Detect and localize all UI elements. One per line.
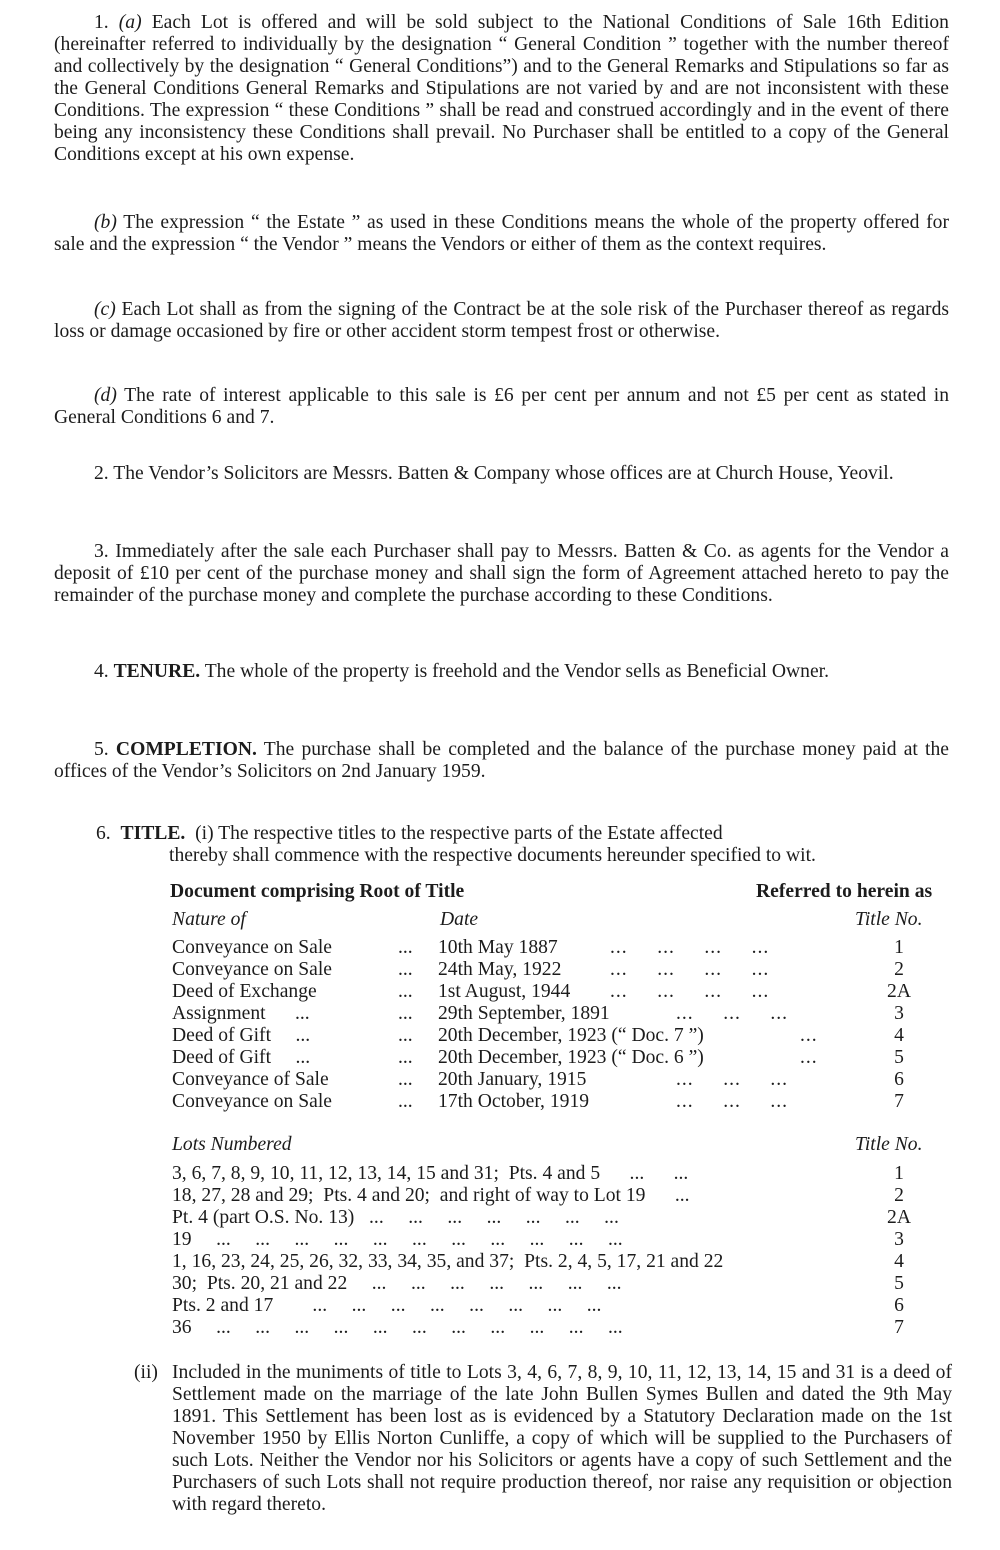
doc-nature: Conveyance on Sale — [172, 937, 332, 958]
doc-title-no: 1 — [894, 937, 904, 958]
document-row — [0, 1025, 1000, 1047]
doc-nature: Deed of Gift ... — [172, 1025, 311, 1046]
doc-date: 20th December, 1923 (“ Doc. 6 ”) — [438, 1047, 704, 1068]
clause-1d — [54, 385, 949, 429]
doc-leader-dots: ... ... ... ... — [610, 959, 770, 980]
lots-numbers: 3, 6, 7, 8, 9, 10, 11, 12, 13, 14, 15 and 31; Pts. 4 and 5 ... ... — [172, 1163, 689, 1184]
document-row — [0, 981, 1000, 1003]
doc-nature: Deed of Exchange — [172, 981, 317, 1002]
doc-date: 20th January, 1915 — [438, 1069, 587, 1090]
document-row — [0, 1091, 1000, 1113]
clause-1b-text: The expression “ the Estate ” as used in these Conditions means the whole of the property offered for sale and the expression “ the Vendor ” means the Vendors or either of them as the context requires. — [54, 212, 949, 255]
clause-2 — [54, 463, 949, 485]
doc-nature: Conveyance on Sale — [172, 1091, 332, 1112]
clause-3-text: Immediately after the sale each Purchaser shall pay to Messrs. Batten & Co. as agents for the Vendor a deposit of £10 per cent of the purchase money and shall sign the form of Agreement attached hereto to pay the remainder of the purchase money and complete the purchase according to these Conditions. — [54, 541, 949, 606]
document-root-header: Document comprising Root of Title — [170, 881, 465, 902]
doc-sep: ... — [398, 959, 413, 980]
lots-numbers: Pts. 2 and 17 ... ... ... ... ... ... ... ... — [172, 1295, 602, 1316]
lots-title-no: 6 — [894, 1295, 904, 1316]
clause-6-intro-first: (i) The respective titles to the respective parts of the Estate affected — [195, 823, 723, 844]
clause-1a — [54, 12, 949, 166]
lots-numbers: 18, 27, 28 and 29; Pts. 4 and 20; and right of way to Lot 19 ... — [172, 1185, 690, 1206]
lots-title-no: 4 — [894, 1251, 904, 1272]
doc-date: 17th October, 1919 — [438, 1091, 590, 1112]
document-row — [0, 1003, 1000, 1025]
lots-numbers: Pt. 4 (part O.S. No. 13) ... ... ... ... ... ... ... — [172, 1207, 619, 1228]
clause-5-heading: COMPLETION. — [115, 739, 257, 760]
doc-leader-dots: ... ... ... — [676, 1003, 789, 1024]
clause-4-text: The whole of the property is freehold and the Vendor sells as Beneficial Owner. — [204, 661, 829, 682]
clause-6-ii-text: Included in the muniments of title to Lots 3, 4, 6, 7, 8, 9, 10, 11, 12, 13, 14, 15 and 31 is a deed of Settlement made on the marriage of the late John Bullen Symes Bullen and dated the 9th May 1891. This Settlement has been lost as is evidenced by a Statutory Declaration made on the 1st November 1950 by Ellis Norton Cunliffe, a copy of which will be supplied to the Purchasers of such Lots. Neither the Vendor nor his Solicitors or agents have a copy of such Settlement and the Purchasers of such Lots shall not require production thereof, nor raise any requisition or objection with regard thereto. — [172, 1362, 952, 1515]
doc-title-no: 4 — [894, 1025, 904, 1046]
doc-sep: ... — [398, 1091, 413, 1112]
doc-leader-dots: ... ... ... — [676, 1091, 789, 1112]
clause-6-number: 6. — [96, 823, 111, 844]
clause-3-number: 3. — [94, 541, 109, 562]
clause-4 — [54, 661, 949, 683]
doc-title-no: 5 — [894, 1047, 904, 1068]
lots-row — [0, 1229, 1000, 1251]
clause-5-number: 5. — [94, 739, 109, 760]
doc-title-no: 7 — [894, 1091, 904, 1112]
clause-6-heading: TITLE. — [120, 823, 186, 844]
clause-1d-label: (d) — [94, 385, 117, 406]
lots-row — [0, 1163, 1000, 1185]
lots-title-no: 1 — [894, 1163, 904, 1184]
lots-numbers: 19 ... ... ... ... ... ... ... ... ... ... ... — [172, 1229, 623, 1250]
document-row — [0, 959, 1000, 981]
clause-1a-label: (a) — [118, 12, 142, 33]
clause-4-heading: TENURE. — [113, 661, 201, 682]
lots-numbers: 1, 16, 23, 24, 25, 26, 32, 33, 34, 35, and 37; Pts. 2, 4, 5, 17, 21 and 22 — [172, 1251, 724, 1272]
document-row — [0, 1047, 1000, 1069]
lots-title-no: 2A — [887, 1207, 911, 1228]
doc-leader-dots: ... — [800, 1047, 818, 1068]
clause-6-first-line — [96, 823, 949, 845]
doc-nature: Assignment ... — [172, 1003, 310, 1024]
doc-sep: ... — [398, 981, 413, 1002]
doc-date: 10th May 1887 — [438, 937, 558, 958]
lots-title-no: 7 — [894, 1317, 904, 1338]
doc-title-no: 2A — [887, 981, 911, 1002]
col-lots-header: Lots Numbered — [172, 1134, 292, 1155]
lots-row — [0, 1251, 1000, 1273]
lots-row — [0, 1295, 1000, 1317]
doc-title-no: 6 — [894, 1069, 904, 1090]
clause-5-text: The purchase shall be completed and the balance of the purchase money paid at the offices of the Vendor’s Solicitors on 2nd January 1959. — [54, 739, 949, 782]
col-title-no-2-header: Title No. — [855, 1134, 923, 1155]
doc-title-no: 3 — [894, 1003, 904, 1024]
clause-5 — [54, 739, 949, 783]
clause-1b-label: (b) — [94, 212, 117, 233]
clause-1c-label: (c) — [94, 299, 116, 320]
lots-numbers: 36 ... ... ... ... ... ... ... ... ... ... ... — [172, 1317, 623, 1338]
lots-title-no: 2 — [894, 1185, 904, 1206]
clause-1d-text: The rate of interest applicable to this sale is £6 per cent per annum and not £5 per cent as stated in General Conditions 6 and 7. — [54, 385, 949, 428]
clause-1c-text: Each Lot shall as from the signing of the Contract be at the sole risk of the Purchaser thereof as regards loss or damage occasioned by fire or other accident storm tempest frost or otherwise. — [54, 299, 949, 342]
doc-sep: ... — [398, 1003, 413, 1024]
clause-1b — [54, 212, 949, 256]
doc-sep: ... — [398, 1025, 413, 1046]
doc-date: 20th December, 1923 (“ Doc. 7 ”) — [438, 1025, 704, 1046]
clause-4-number: 4. — [94, 661, 109, 682]
doc-leader-dots: ... ... ... — [676, 1069, 789, 1090]
doc-nature: Conveyance on Sale — [172, 959, 332, 980]
document-row — [0, 937, 1000, 959]
clause-2-text: The Vendor’s Solicitors are Messrs. Batten & Company whose offices are at Church House, Yeovil. — [113, 463, 894, 484]
lots-row — [0, 1317, 1000, 1339]
lots-row — [0, 1207, 1000, 1229]
clause-6-ii-label: (ii) — [134, 1362, 158, 1383]
doc-title-no: 2 — [894, 959, 904, 980]
doc-date: 24th May, 1922 — [438, 959, 562, 980]
clause-1a-text: Each Lot is offered and will be sold subject to the National Conditions of Sale 16th Edition (hereinafter referred to individually by the designation “ General Condition ” together with the number thereof and collectively by the designation “ General Conditions”) and to the General Remarks and Stipulations so far as the General Conditions General Remarks and Stipulations are not varied by and are not inconsistent with these Conditions. The expression “ these Conditions ” shall be read and construed accordingly and in the event of there being any inconsistency these Conditions shall prevail. No Purchaser shall be entitled to a copy of the General Conditions except at his own expense. — [54, 12, 949, 165]
clause-2-number: 2. — [94, 463, 109, 484]
lots-title-no: 3 — [894, 1229, 904, 1250]
lots-title-no: 5 — [894, 1273, 904, 1294]
doc-sep: ... — [398, 1047, 413, 1068]
clause-1-number: 1. — [94, 12, 109, 33]
doc-nature: Conveyance of Sale — [172, 1069, 329, 1090]
lots-numbers: 30; Pts. 20, 21 and 22 ... ... ... ... ... ... ... — [172, 1273, 622, 1294]
clause-3 — [54, 541, 949, 607]
lots-row — [0, 1273, 1000, 1295]
clause-6-intro-cont: thereby shall commence with the respective documents hereunder specified to wit. — [169, 845, 816, 866]
doc-leader-dots: ... ... ... ... — [610, 937, 770, 958]
doc-date: 1st August, 1944 — [438, 981, 571, 1002]
doc-leader-dots: ... ... ... ... — [610, 981, 770, 1002]
col-nature-header: Nature of — [172, 909, 246, 930]
doc-leader-dots: ... — [800, 1025, 818, 1046]
doc-sep: ... — [398, 937, 413, 958]
col-title-no-header: Title No. — [855, 909, 923, 930]
clause-1c — [54, 299, 949, 343]
doc-nature: Deed of Gift ... — [172, 1047, 311, 1068]
referred-herein-header: Referred to herein as — [756, 881, 933, 902]
document-row — [0, 1069, 1000, 1091]
col-date-header: Date — [440, 909, 479, 930]
doc-date: 29th September, 1891 — [438, 1003, 610, 1024]
lots-row — [0, 1185, 1000, 1207]
doc-sep: ... — [398, 1069, 413, 1090]
